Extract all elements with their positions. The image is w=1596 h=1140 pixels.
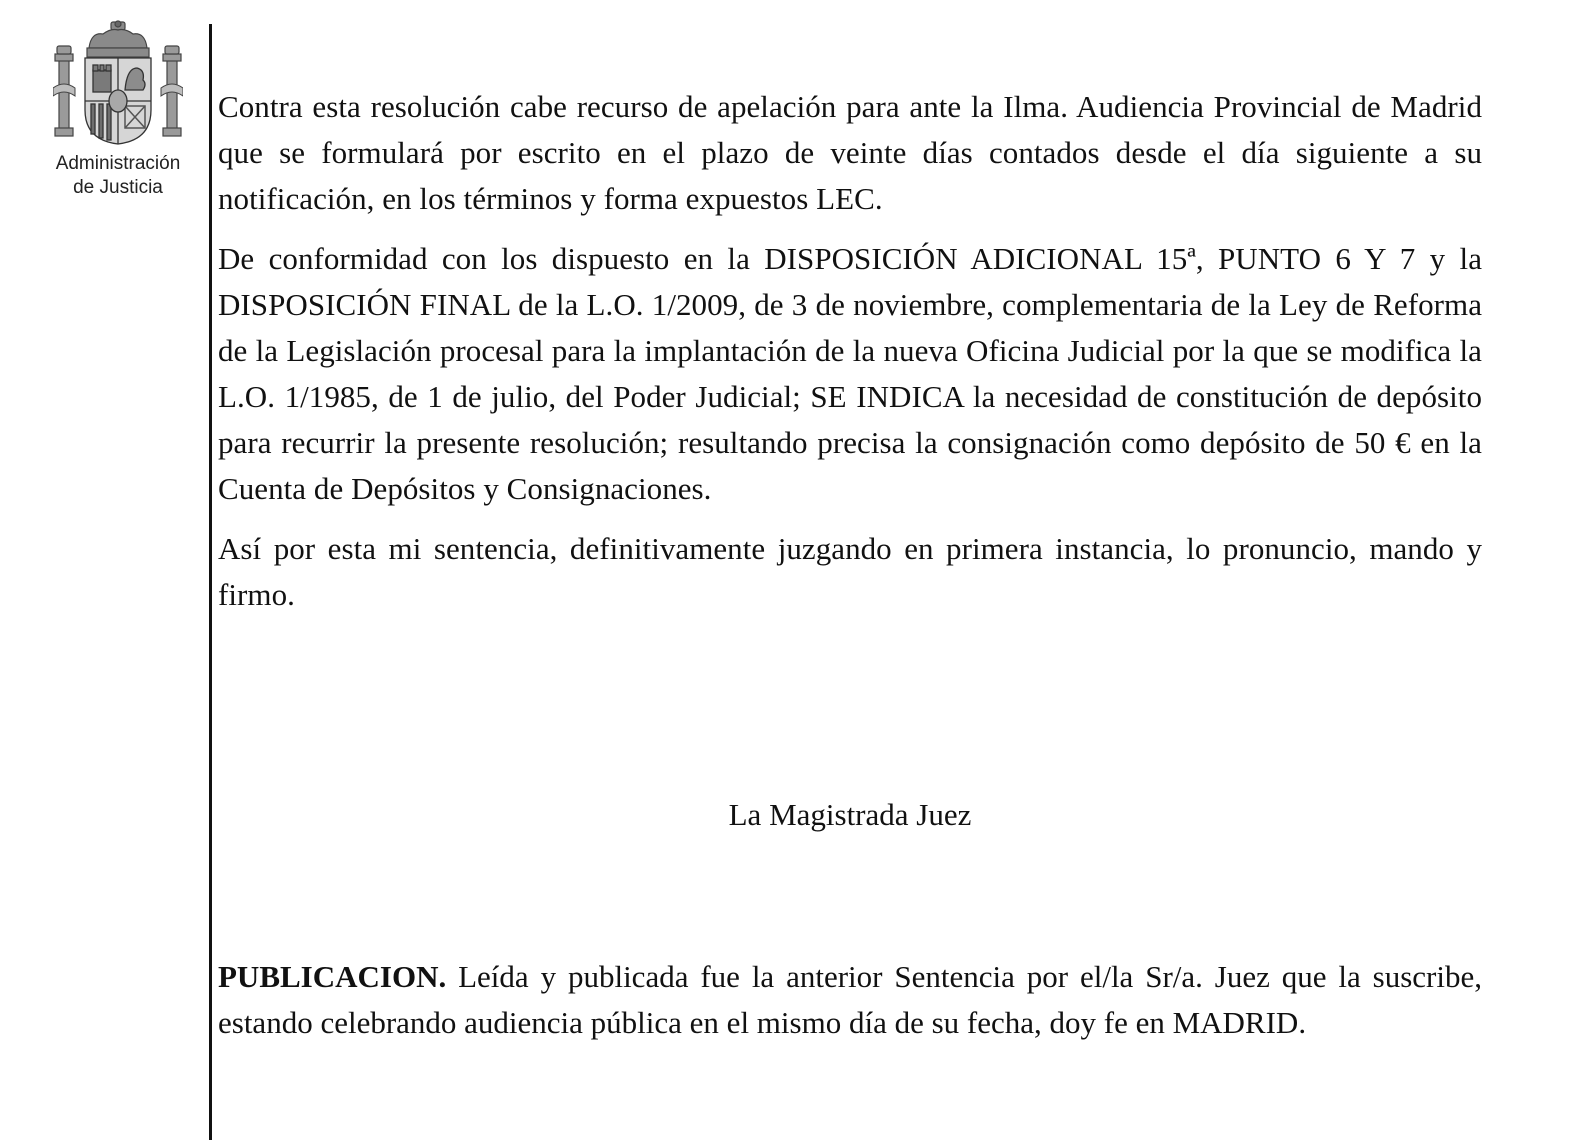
publication-section: [218, 954, 1482, 1046]
logo-caption-line-2: de Justicia: [73, 177, 163, 198]
logo-caption-line-1: Administración: [55, 153, 181, 174]
paragraph-deposit: De conformidad con los dispuesto en la DISPOSICIÓN ADICIONAL 15ª, PUNTO 6 Y 7 y la DISPOSICIÓN FINAL de la L.O. 1/2009, de 3 de noviembre, complementaria de la Ley de Reforma de la Legislación procesal para la implantación de la nueva Oficina Judicial por la que se modifica la L.O. 1/1985, de 1 de julio, del Poder Judicial; SE INDICA la necesidad de constitución de depósito para recurrir la presente resolución; resultando precisa la consignación como depósito de 50 € en la Cuenta de Depósitos y Consignaciones.: [218, 241, 1482, 506]
document-body: [218, 84, 1482, 632]
publication-paragraph: [218, 954, 1482, 1046]
publication-lead: PUBLICACION.: [218, 959, 447, 994]
coat-of-arms-of-spain-icon: [53, 18, 183, 148]
paragraph-ruling: Así por esta mi sentencia, definitivamente juzgando en primera instancia, lo pronuncio, mando y firmo.: [218, 531, 1482, 612]
header-logo: [48, 18, 188, 200]
left-margin-rule: [209, 24, 212, 1140]
signature-title: La Magistrada Juez: [728, 797, 972, 832]
publication-text: Leída y publicada fue la anterior Sentencia por el/la Sr/a. Juez que la suscribe, estando celebrando audiencia pública en el mismo día de su fecha, doy fe en MADRID.: [218, 959, 1482, 1040]
logo-caption: [48, 152, 188, 200]
paragraph-appeal: Contra esta resolución cabe recurso de apelación para ante la Ilma. Audiencia Provincial de Madrid que se formulará por escrito en el plazo de veinte días contados desde el día siguiente a su notificación, en los términos y forma expuestos LEC.: [218, 89, 1482, 216]
